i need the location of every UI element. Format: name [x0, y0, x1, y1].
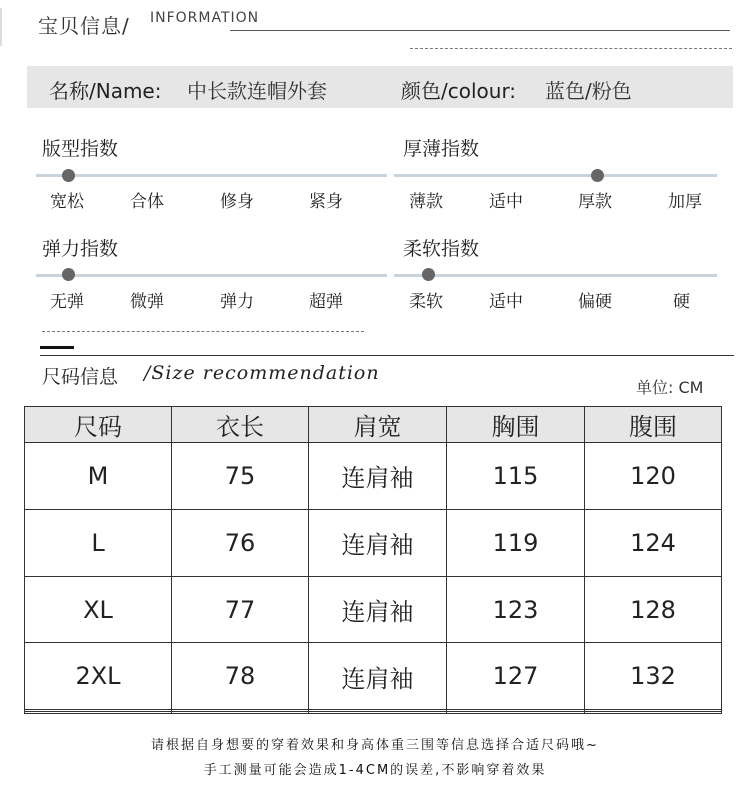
table-cell [172, 712, 309, 714]
table-cell [25, 712, 172, 714]
fit-option: 宽松 [50, 192, 84, 212]
name-label: 名称/Name: [49, 79, 162, 103]
size-table [24, 406, 722, 714]
fit-advice-note: 请根据自身想要的穿着效果和身高体重三围等信息选择合适尺码哦~ [151, 738, 599, 753]
thickness-index-marker [591, 169, 604, 182]
table-cell: M [25, 443, 172, 510]
table-cell: 124 [585, 509, 722, 576]
size-title-en: /Size recommendation [144, 362, 380, 384]
table-row [25, 443, 722, 510]
table-cell: 连肩袖 [309, 509, 447, 576]
fit-option: 合体 [130, 192, 164, 212]
header-dashed-rule [410, 48, 732, 49]
table-cell: 75 [172, 443, 309, 510]
elasticity-option: 弹力 [220, 292, 254, 312]
name-value: 中长款连帽外套 [187, 79, 327, 103]
table-cell: 123 [447, 576, 585, 643]
thickness-option: 厚款 [578, 192, 612, 212]
elasticity-option: 微弹 [130, 292, 164, 312]
section-accent-bar [40, 346, 74, 349]
table-row-empty [25, 712, 722, 714]
header-length: 衣长 [172, 407, 309, 443]
left-edge-mark [0, 8, 2, 46]
softness-option: 柔软 [409, 292, 443, 312]
elasticity-index-track [36, 274, 387, 277]
header-waist: 腹围 [585, 407, 722, 443]
table-row [25, 643, 722, 710]
softness-index-title: 柔软指数 [403, 238, 480, 260]
color-label: 颜色/colour: [401, 79, 517, 103]
elasticity-option: 无弹 [50, 292, 84, 312]
section-rule [40, 355, 734, 356]
header-chest: 胸围 [447, 407, 585, 443]
table-cell: XL [25, 576, 172, 643]
thickness-index-title: 厚薄指数 [403, 138, 480, 160]
table-cell: 78 [172, 643, 309, 710]
thickness-option: 加厚 [668, 192, 702, 212]
softness-option: 偏硬 [578, 292, 612, 312]
elasticity-index-marker [62, 268, 75, 281]
table-cell: 连肩袖 [309, 643, 447, 710]
table-cell: 128 [585, 576, 722, 643]
table-header-row [25, 407, 722, 443]
unit-label: 单位: CM [636, 378, 704, 397]
softness-index-marker [422, 268, 435, 281]
table-cell: 119 [447, 509, 585, 576]
info-title: 宝贝信息/ [38, 14, 130, 38]
softness-option: 适中 [489, 292, 523, 312]
section-dashed-rule [42, 331, 364, 332]
product-name-bar [27, 66, 733, 108]
header-rule [230, 30, 730, 31]
table-cell: L [25, 509, 172, 576]
table-row [25, 576, 722, 643]
elasticity-index-title: 弹力指数 [42, 238, 119, 260]
softness-index-track [394, 274, 717, 277]
fit-index-track [36, 174, 387, 177]
thickness-option: 适中 [489, 192, 523, 212]
table-cell: 2XL [25, 643, 172, 710]
size-title: 尺码信息 [42, 366, 119, 388]
info-title-en: INFORMATION [150, 10, 260, 26]
thickness-index-track [394, 174, 717, 177]
header-size: 尺码 [25, 407, 172, 443]
table-cell: 132 [585, 643, 722, 710]
color-value: 蓝色/粉色 [545, 79, 632, 103]
table-cell: 连肩袖 [309, 576, 447, 643]
fit-option: 紧身 [309, 192, 343, 212]
elasticity-option: 超弹 [309, 292, 343, 312]
table-cell: 127 [447, 643, 585, 710]
thickness-option: 薄款 [409, 192, 443, 212]
fit-option: 修身 [220, 192, 254, 212]
table-cell [309, 712, 447, 714]
table-cell: 77 [172, 576, 309, 643]
table-cell [447, 712, 585, 714]
fit-index-title: 版型指数 [42, 138, 119, 160]
table-cell: 76 [172, 509, 309, 576]
measurement-error-note: 手工测量可能会造成1-4CM的误差,不影响穿着效果 [203, 763, 547, 778]
header-shoulder: 肩宽 [309, 407, 447, 443]
fit-index-marker [62, 169, 75, 182]
table-cell [585, 712, 722, 714]
table-cell: 115 [447, 443, 585, 510]
softness-option: 硬 [673, 292, 690, 312]
table-cell: 120 [585, 443, 722, 510]
table-cell: 连肩袖 [309, 443, 447, 510]
table-row [25, 509, 722, 576]
